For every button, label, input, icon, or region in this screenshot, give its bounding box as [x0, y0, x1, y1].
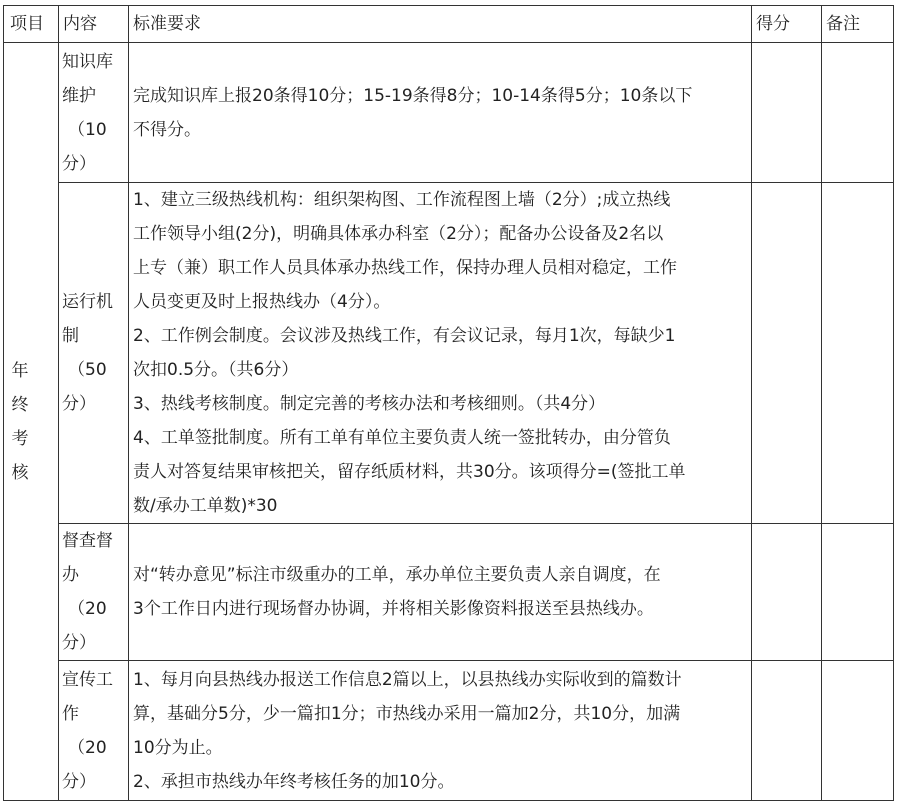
category-line: 督查督 [62, 531, 113, 551]
standard-line: 4、工单签批制度。所有工单有单位主要负责人统一签批转办，由分管负 [133, 428, 671, 448]
category-cell [59, 524, 129, 661]
category-line: 分） [62, 633, 96, 653]
category-cell [59, 183, 129, 524]
table-row [4, 661, 894, 801]
header-content: 内容 [59, 6, 129, 43]
standard-cell [129, 183, 752, 524]
score-cell[interactable] [752, 43, 822, 183]
standard-cell [129, 524, 752, 661]
standard-line: 对“转办意见”标注市级重办的工单，承办单位主要负责人亲自调度，在 [133, 565, 661, 585]
score-cell[interactable] [752, 524, 822, 661]
category-line: 运行机 [62, 292, 113, 312]
category-line: （20 [68, 599, 107, 619]
header-row [4, 6, 894, 43]
item-char: 终 [11, 394, 29, 415]
score-cell[interactable] [752, 183, 822, 524]
standard-line: 1、建立三级热线机构：组织架构图、工作流程图上墙（2分）;成立热线 [133, 190, 671, 210]
header-remark: 备注 [822, 6, 894, 43]
remark-cell[interactable] [822, 524, 894, 661]
table-row [4, 524, 894, 661]
remark-cell[interactable] [822, 661, 894, 801]
standard-line: 算，基础分5分，少一篇扣1分；市热线办采用一篇加2分，共10分，加满 [133, 703, 681, 724]
category-line: 作 [62, 703, 79, 724]
category-line: 维护 [62, 85, 96, 106]
assessment-table [3, 5, 894, 801]
standard-line: 数/承办工单数)*30 [133, 496, 278, 516]
category-line: 宣传工 [62, 669, 113, 690]
category-line: 分） [62, 394, 96, 414]
category-line: （20 [68, 737, 107, 758]
category-line: 分） [62, 153, 96, 174]
remark-cell[interactable] [822, 183, 894, 524]
category-line: 制 [62, 326, 79, 346]
category-cell [59, 661, 129, 801]
standard-line: 上专（兼）职工作人员具体承办热线工作，保持办理人员相对稳定，工作 [133, 258, 677, 278]
standard-line: 2、承担市热线办年终考核任务的加10分。 [133, 771, 455, 792]
table-row [4, 183, 894, 524]
header-standard: 标准要求 [129, 6, 752, 43]
category-line: 办 [62, 565, 79, 585]
category-cell [59, 43, 129, 183]
standard-line: 1、每月向县热线办报送工作信息2篇以上，以县热线办实际收到的篇数计 [133, 669, 682, 690]
standard-line: 完成知识库上报20条得10分；15-19条得8分；10-14条得5分；10条以下 [133, 85, 693, 106]
category-line: 分） [62, 771, 96, 792]
item-cell [4, 43, 59, 801]
standard-cell [129, 661, 752, 801]
item-char: 考 [11, 428, 29, 449]
standard-line: 2、工作例会制度。会议涉及热线工作，有会议记录，每月1次，每缺少1 [133, 326, 676, 346]
standard-line: 工作领导小组(2分)，明确具体承办科室（2分）；配备办公设备及2名以 [133, 224, 664, 244]
standard-line: 次扣0.5分。（共6分） [133, 360, 299, 380]
category-line: （50 [68, 360, 107, 380]
remark-cell[interactable] [822, 43, 894, 183]
standard-line: 责人对答复结果审核把关，留存纸质材料，共30分。该项得分=(签批工单 [133, 462, 686, 482]
item-char: 核 [11, 462, 29, 483]
header-item: 项目 [4, 6, 59, 43]
standard-line: 人员变更及时上报热线办（4分）。 [133, 292, 391, 312]
header-score: 得分 [752, 6, 822, 43]
standard-line: 3、热线考核制度。制定完善的考核办法和考核细则。（共4分） [133, 394, 606, 414]
table-row [4, 43, 894, 183]
standard-line: 10分为止。 [133, 737, 223, 758]
item-char: 年 [11, 360, 29, 381]
standard-cell [129, 43, 752, 183]
category-line: （10 [68, 119, 107, 140]
category-line: 知识库 [62, 51, 113, 72]
standard-line: 3个工作日内进行现场督办协调，并将相关影像资料报送至县热线办。 [133, 599, 654, 619]
standard-line: 不得分。 [133, 119, 201, 140]
score-cell[interactable] [752, 661, 822, 801]
